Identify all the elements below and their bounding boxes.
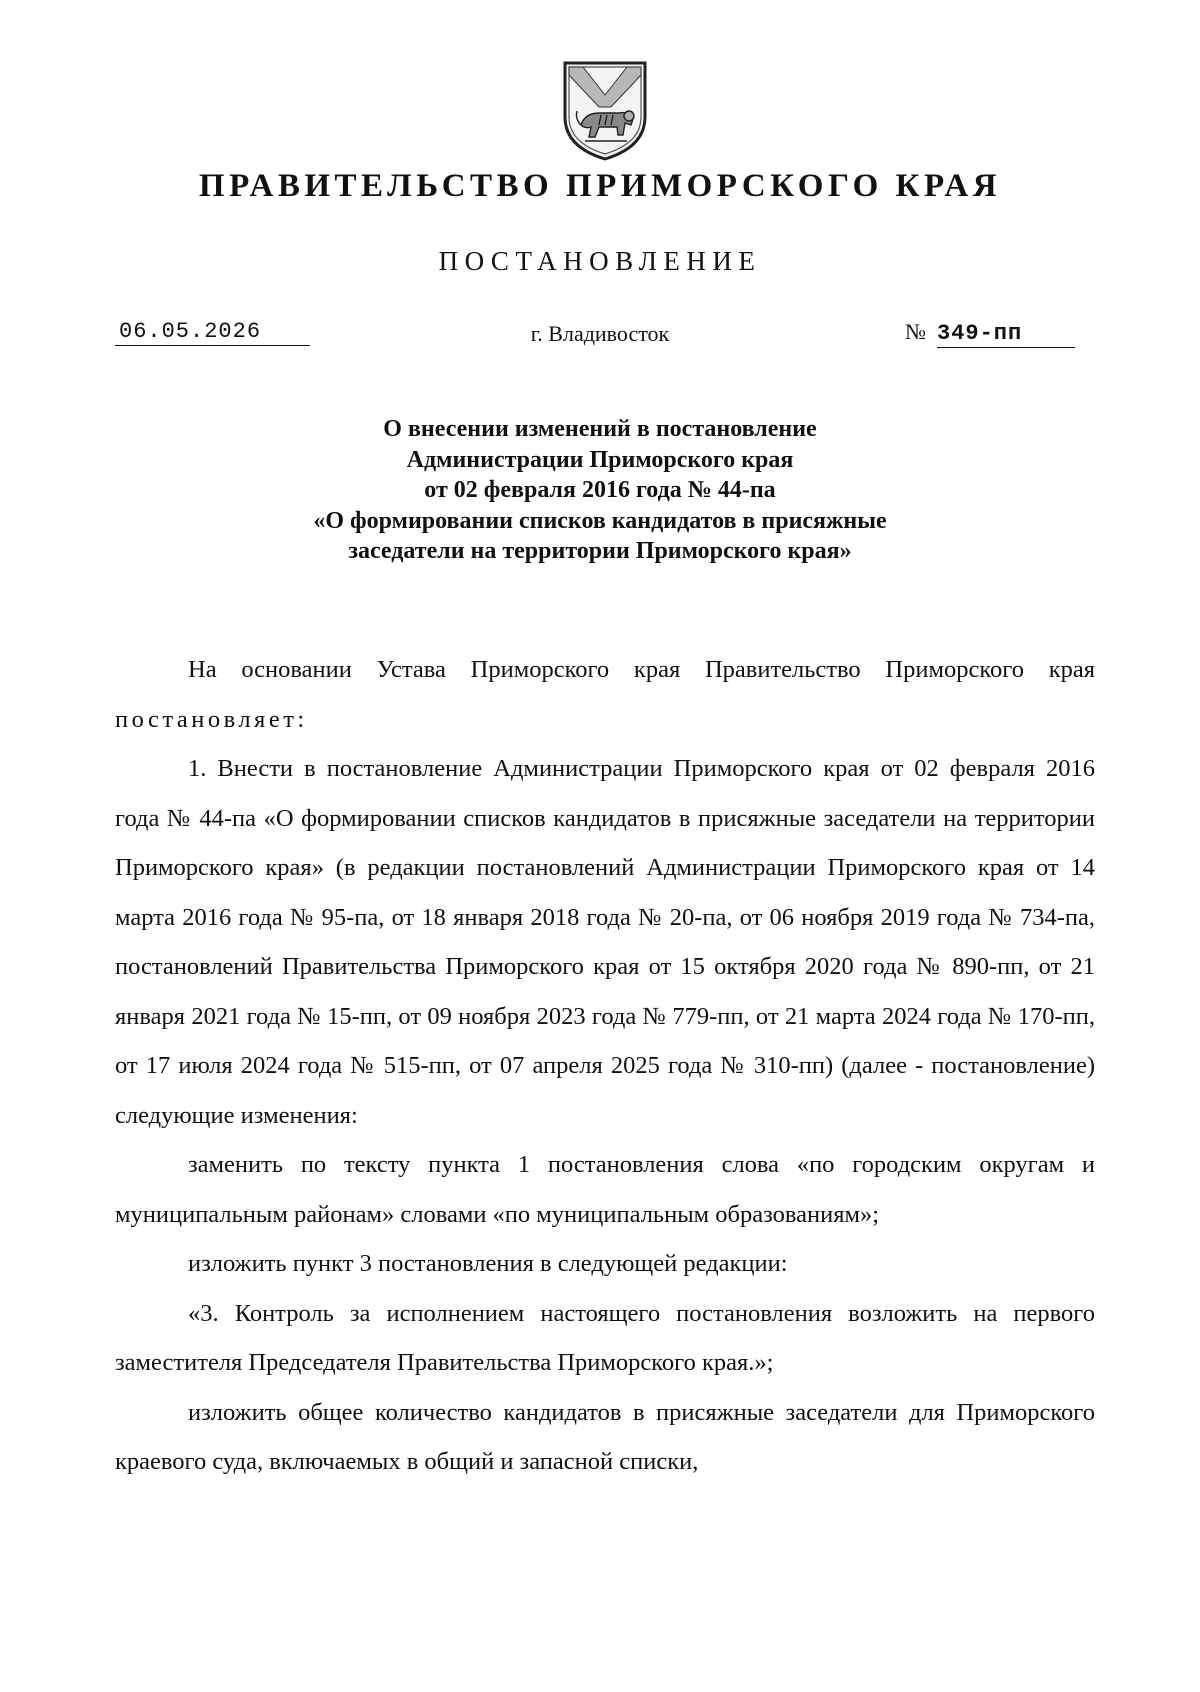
paragraph-preamble [115,645,1095,744]
paragraph-change-2: изложить пункт 3 постановления в следующей редакции: [188,1250,788,1277]
government-title: ПРАВИТЕЛЬСТВО ПРИМОРСКОГО КРАЯ [198,168,1002,204]
heading-line: от 02 февраля 2016 года № 44-па [424,477,776,503]
heading-line: Администрации Приморского края [406,446,794,473]
heading-line: заседатели на территории Приморского края» [348,538,852,564]
number-sign: № [905,319,926,344]
paragraph-item-1: 1. Внести в постановление Администрации Приморского края от 02 февраля 2016 года № 44-па «О формировании списков кандидатов в присяжные заседатели на территории Приморского края» (в редакции постановлений Администрации Приморского края от 14 марта 2016 года № 95-па, от 18 января 2018 года № 20-па, от 06 ноября 2019 года № 734-па, постановлений Правительства Приморского края от 15 октября 2020 года № 890-пп, от 21 января 2021 года № 15-пп, от 09 ноября 2023 года № 779-пп, от 21 марта 2024 года № 170-пп, от 17 июля 2024 года № 515-пп, от 07 апреля 2025 года № 310-пп) (далее - постановление) следующие изменения: [115,755,1095,1129]
paragraph-change-3: изложить общее количество кандидатов в присяжные заседатели для Приморского краевого суда, включаемых в общий и запасной списки, [115,1398,1095,1475]
date-value: 06.05.2026 [115,319,310,346]
document-type: ПОСТАНОВЛЕНИЕ [438,246,762,276]
resolves-word: постановляет [115,705,298,733]
preamble-text: На основании Устава Приморского края Правительство Приморского края [188,656,1095,683]
paragraph-quote: «3. Контроль за исполнением настоящего постановления возложить на первого заместителя Председателя Правительства Приморского края.»; [115,1299,1095,1376]
number-value: 349-пп [937,321,1075,348]
document-heading [100,414,1100,567]
document-city: г. Владивосток [530,321,670,346]
paragraph-change-1: заменить по тексту пункта 1 постановления слова «по городским округам и муниципальным районам» словами «по муниципальным образованиям»; [115,1151,1095,1228]
heading-line: О внесении изменений в постановление [383,416,817,442]
coat-of-arms-icon [555,55,655,165]
heading-line: «О формировании списков кандидатов в присяжные [313,507,887,534]
document-number [905,319,1085,348]
document-body [115,645,1095,1487]
preamble-colon: : [297,705,305,733]
